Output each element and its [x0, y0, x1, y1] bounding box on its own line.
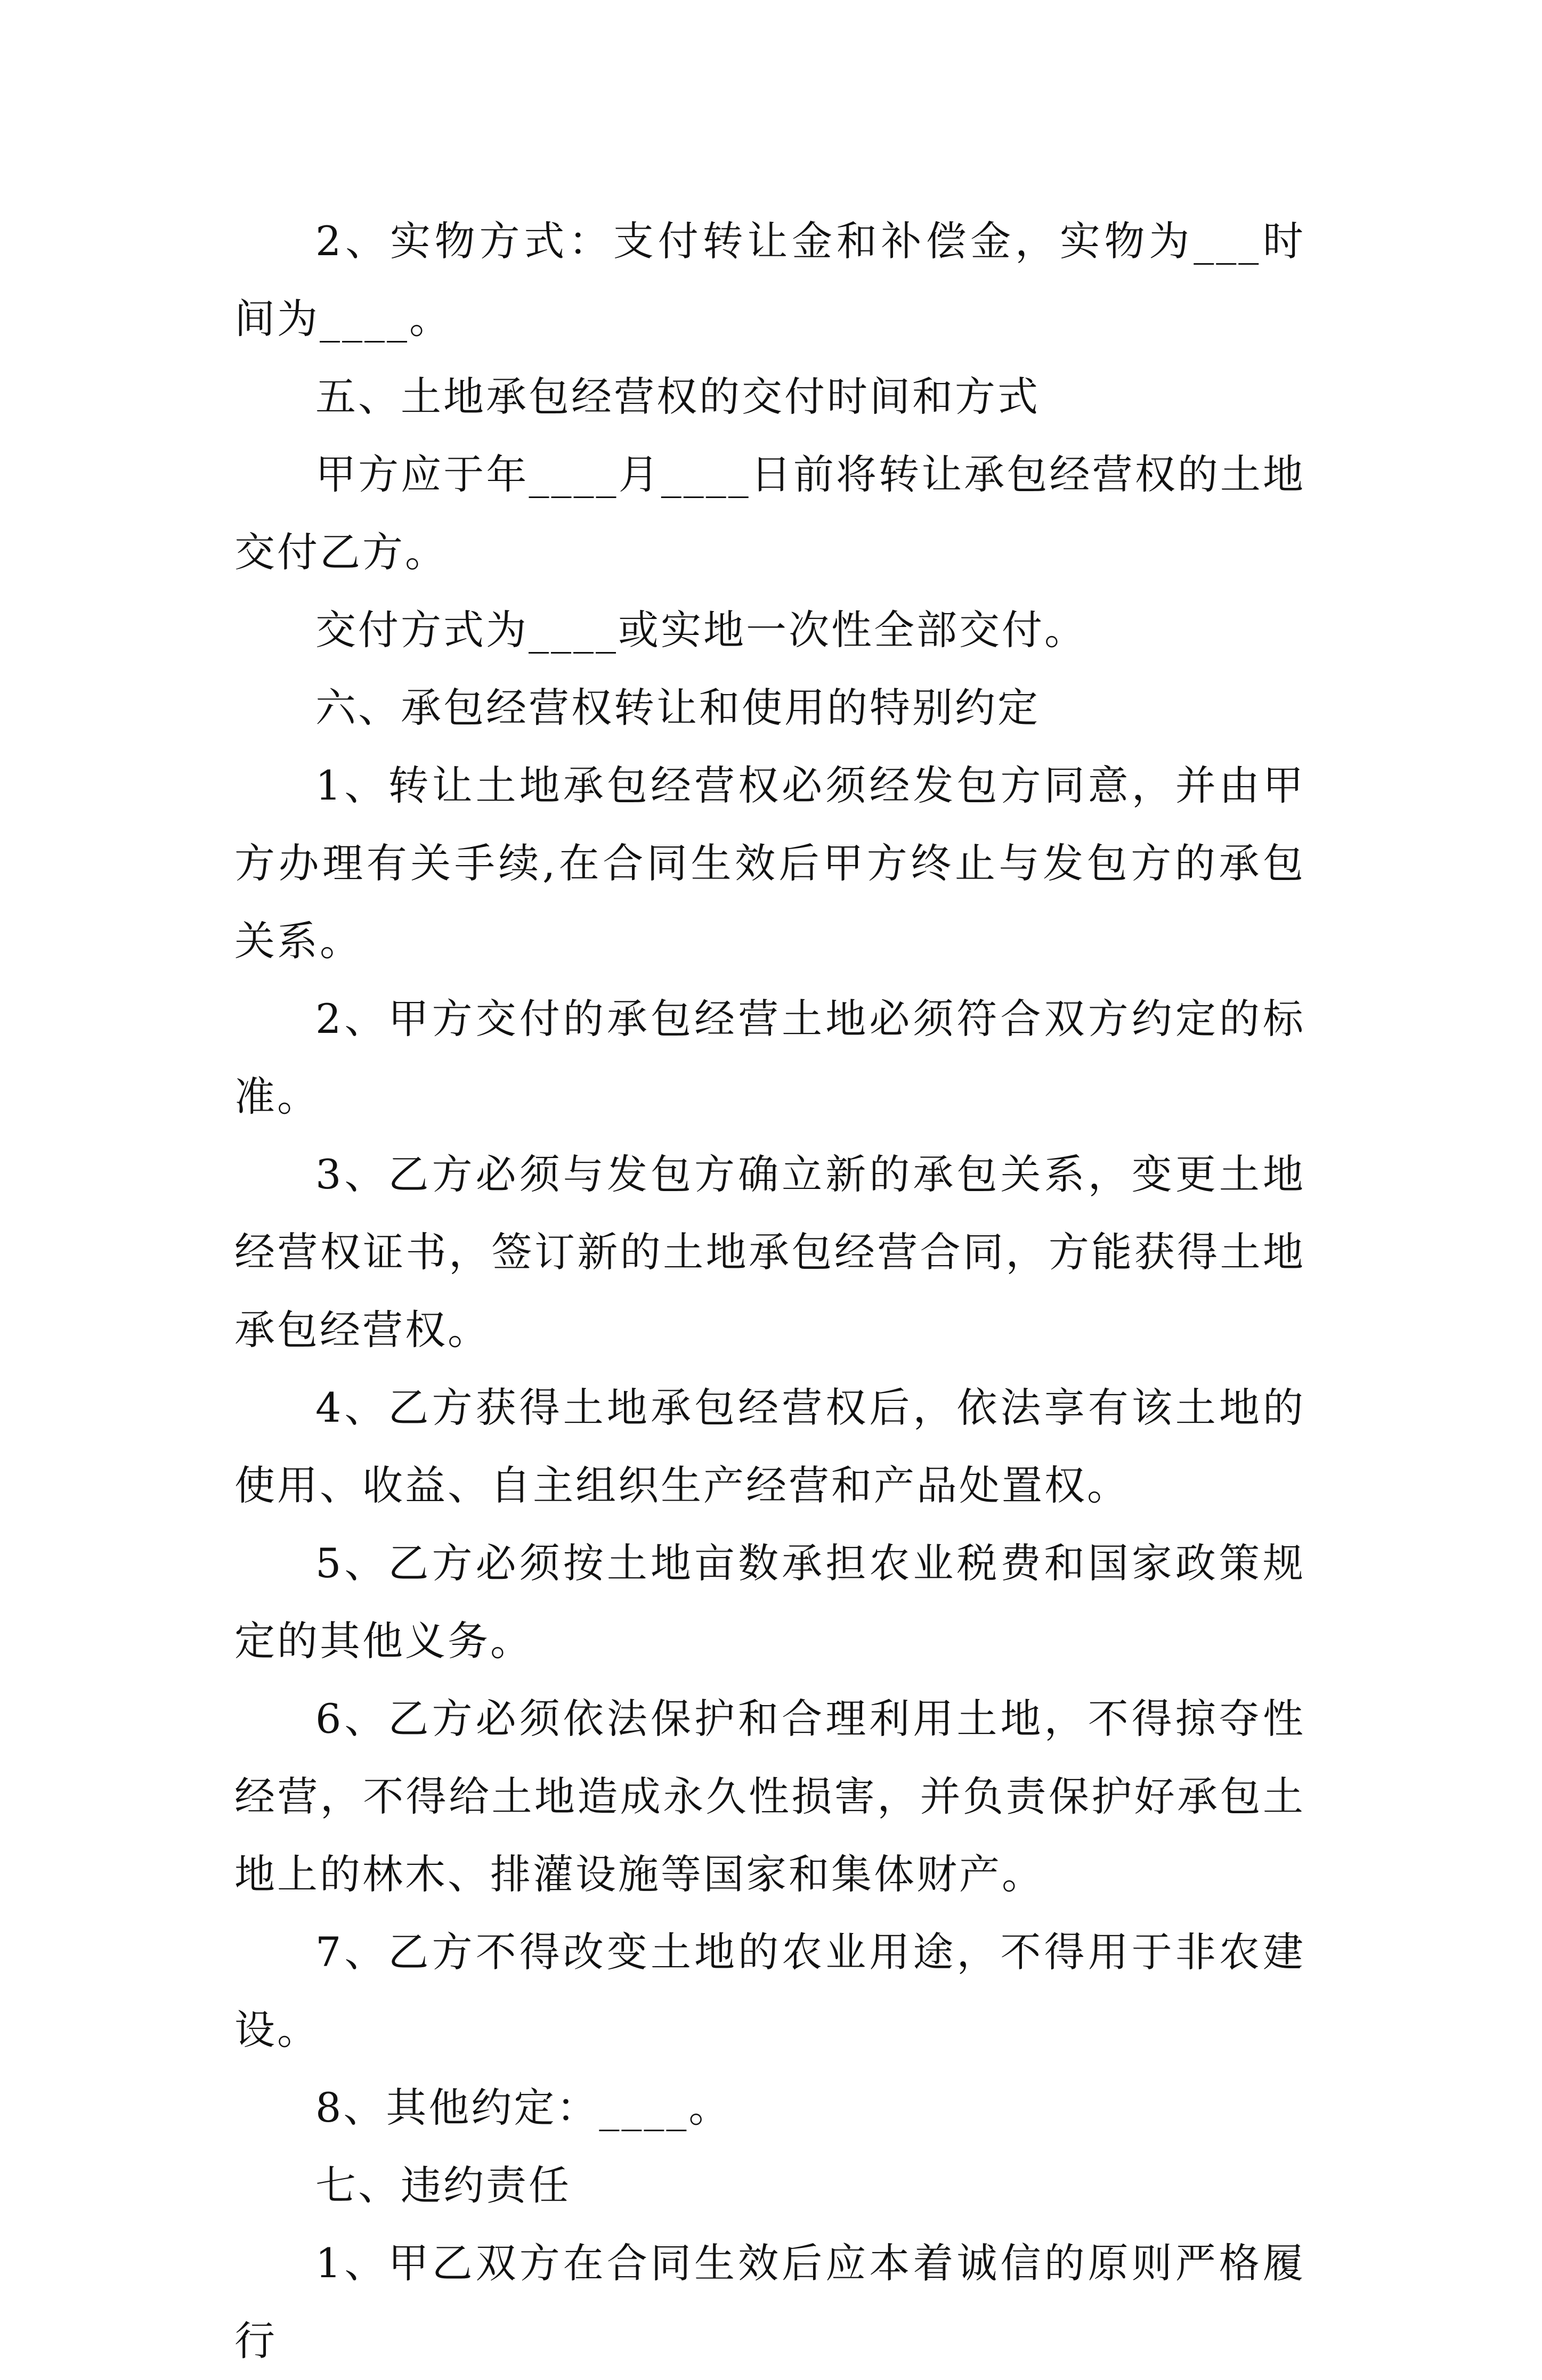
paragraph-term-6: 6、乙方必须依法保护和合理利用土地，不得掠夺性经营，不得给土地造成永久性损害，并负责保护好承包土地上的林木、排灌设施等国家和集体财产。 — [234, 1695, 1305, 1898]
paragraph-delivery-method: 交付方式为____或实地一次性全部交付。 — [315, 606, 1087, 654]
paragraph-in-kind-payment: 2、实物方式：支付转让金和补偿金，实物为___时间为____。 — [234, 217, 1305, 343]
paragraph-term-3: 3、乙方必须与发包方确立新的承包关系，变更土地经营权证书，签订新的土地承包经营合同，方能获得土地承包经营权。 — [234, 1151, 1305, 1354]
paragraph-delivery-date: 甲方应于年____月____日前将转让承包经营权的土地交付乙方。 — [234, 451, 1305, 576]
section-heading-special-terms: 六、承包经营权转让和使用的特别约定 — [315, 684, 1040, 731]
paragraph-term-7: 7、乙方不得改变土地的农业用途，不得用于非农建设。 — [234, 1928, 1305, 2053]
paragraph-liability-1: 1、甲乙双方在合同生效后应本着诚信的原则严格履行 — [234, 2239, 1305, 2365]
section-heading-liability: 七、违约责任 — [315, 2162, 571, 2209]
paragraph-term-2: 2、甲方交付的承包经营土地必须符合双方约定的标准。 — [234, 995, 1305, 1120]
document-body — [234, 202, 1305, 2380]
paragraph-term-4: 4、乙方获得土地承包经营权后，依法享有该土地的使用、收益、自主组织生产经营和产品处置权。 — [234, 1384, 1305, 1509]
paragraph-term-5: 5、乙方必须按土地亩数承担农业税费和国家政策规定的其他义务。 — [234, 1539, 1305, 1665]
paragraph-term-1: 1、转让土地承包经营权必须经发包方同意，并由甲方办理有关手续,在合同生效后甲方终止与发包方的承包关系。 — [234, 762, 1305, 965]
paragraph-term-8: 8、其他约定：____。 — [315, 2084, 732, 2131]
section-heading-delivery: 五、土地承包经营权的交付时间和方式 — [315, 373, 1040, 420]
